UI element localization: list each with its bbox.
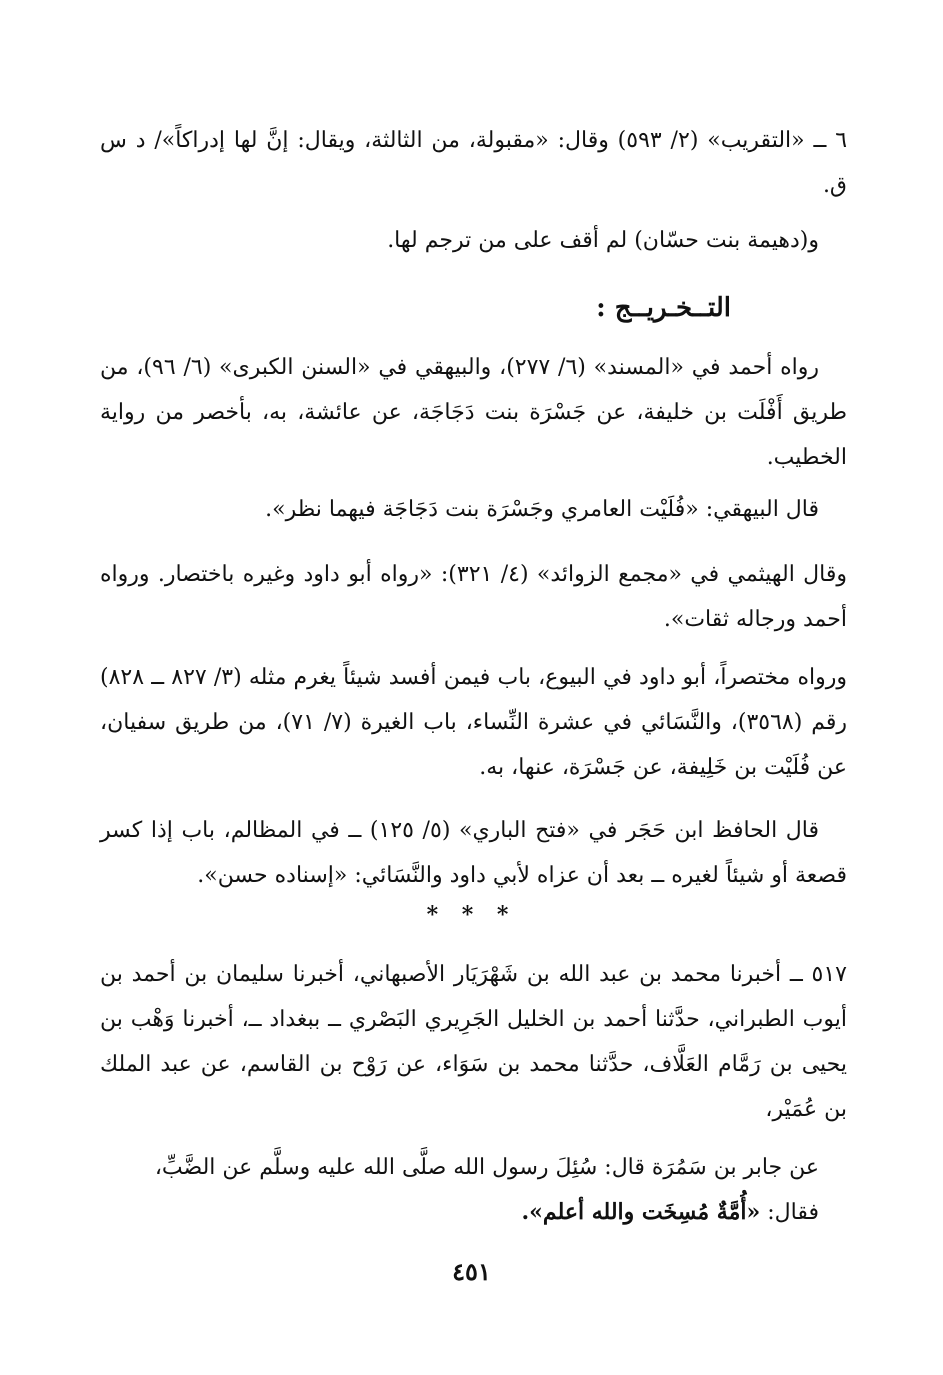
paragraph-ahmad-bayhaqi: رواه أحمد في «المسند» (٦/ ٢٧٧)، والبيهقي في «السنن الكبرى» (٦/ ٩٦)، من طريق أَفْلَت بن خليفة، عن جَسْرَة بنت دَجَاجَة، عن عائشة، به، بأخصر من رواية الخطيب.	[100, 355, 847, 470]
paragraph-ibn-hajar: قال الحافظ ابن حَجَر في «فتح الباري» (٥/ ١٢٥) ــ في المظالم، باب إذا كسر قصعة أو شيئاً لغيره ــ بعد أن عزاه لأبي داود والنَّسَائي: «إسناده حسن».	[100, 818, 847, 888]
page-number: ٤٥١	[452, 1257, 491, 1286]
hadith-answer-prefix: فقال:	[760, 1200, 819, 1225]
footnote-taqrib: ٦ ــ «التقريب» (٢/ ٥٩٣) وقال: «مقبولة، من الثالثة، ويقال: إنَّ لها إدراكاً»/ د س ق.	[100, 128, 848, 198]
paragraph-haythami: وقال الهيثمي في «مجمع الزوائد» (٤/ ٣٢١): «رواه أبو داود وغيره باختصار. ورواه أحمد ورجاله ثقات».	[100, 562, 848, 632]
hadith-517-matn	[100, 1145, 847, 1235]
note-duhayma: و(دهيمة بنت حسّان) لم أقف على من ترجم لها.	[387, 228, 819, 253]
hadith-matn-line: عن جابر بن سَمُرَة قال: سُئِلَ رسول الله صلَّى الله عليه وسلَّم عن الضَّبِّ،	[154, 1155, 819, 1180]
section-heading-takhrij: التــخـريــج :	[596, 293, 731, 323]
separator-stars: * * *	[426, 902, 517, 928]
paragraph-abu-dawud-nasai: ورواه مختصراً، أبو داود في البيوع، باب فيمن أفسد شيئاً يغرم مثله (٣/ ٨٢٧ ــ ٨٢٨) رقم (٣٥٦٨)، والنَّسَائي في عشرة النِّساء، باب الغيرة (٧/ ٧١)، من طريق سفيان، عن فُلَيْت بن خَلِيفة، عن جَسْرَة، عنها، به.	[100, 665, 848, 780]
hadith-answer-line	[100, 1190, 847, 1235]
hadith-517-isnad: ٥١٧ ــ أخبرنا محمد بن عبد الله بن شَهْرَيَار الأصبهاني، أخبرنا سليمان بن أحمد بن أيوب الطبراني، حدَّثنا أحمد بن الخليل الجَرِيري البَصْري ــ ببغداد ــ، أخبرنا وَهْب بن يحيى بن رَمَّام العَلَّاف، حدَّثنا محمد بن سَوَاء، عن رَوْح بن القاسم، عن عبد الملك بن عُمَيْر،	[100, 962, 847, 1122]
paragraph-bayhaqi-quote: قال البيهقي: «فُلَيْت العامري وجَسْرَة بنت دَجَاجَة فيهما نظر».	[265, 497, 819, 522]
hadith-answer-quote: «أُمَّةٌ مُسِخَت والله أعلم».	[521, 1199, 761, 1225]
